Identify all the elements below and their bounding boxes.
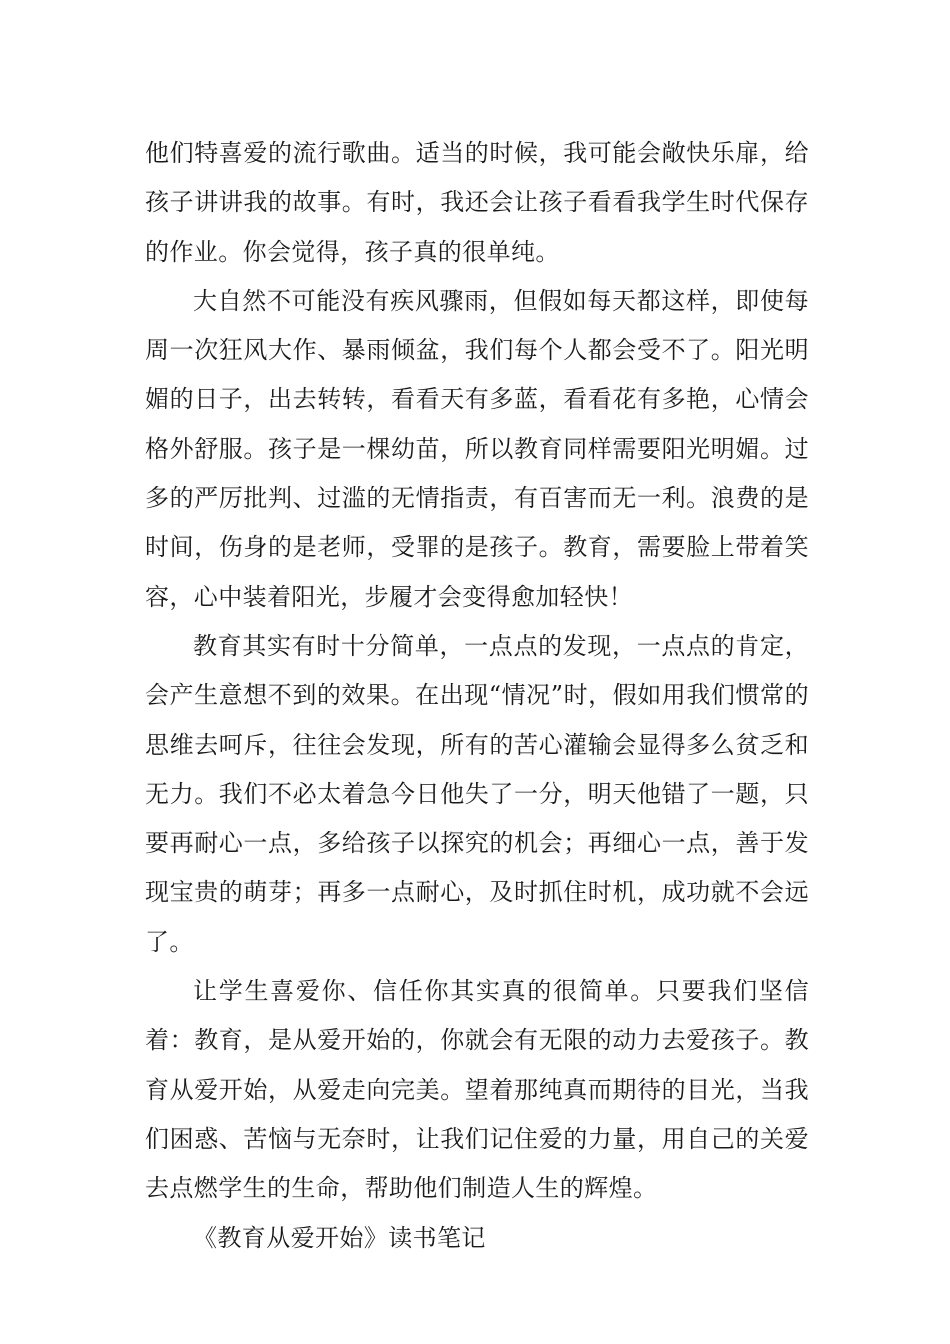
document-body (145, 129, 809, 1263)
paragraph-love: 让学生喜爱你、信任你其实真的很简单。只要我们坚信着：教育，是从爱开始的，你就会有无限的动力去爱孩子。教育从爱开始，从爱走向完美。望着那纯真而期待的目光，当我们困惑、苦恼与无奈时，让我们记住爱的力量，用自己的关爱去点燃学生的生命，帮助他们制造人生的辉煌。 (145, 977, 809, 1203)
section-heading: 《教育从爱开始》读书笔记 (193, 1223, 486, 1252)
paragraph-continuation: 他们特喜爱的流行歌曲。适当的时候，我可能会敞快乐扉，给孩子讲讲我的故事。有时，我还会让孩子看看我学生时代保存的作业。你会觉得，孩子真的很单纯。 (145, 139, 809, 266)
paragraph-nature: 大自然不可能没有疾风骤雨，但假如每天都这样，即使每周一次狂风大作、暴雨倾盆，我们每个人都会受不了。阳光明媚的日子，出去转转，看看天有多蓝，看看花有多艳，心情会格外舒服。孩子是一棵幼苗，所以教育同样需要阳光明媚。过多的严厉批判、过滥的无情指责，有百害而无一利。浪费的是时间，伤身的是老师，受罪的是孩子。教育，需要脸上带着笑容，心中装着阳光，步履才会变得愈加轻快！ (145, 286, 809, 611)
paragraph-simple-education: 教育其实有时十分简单，一点点的发现，一点点的肯定，会产生意想不到的效果。在出现“情况”时，假如用我们惯常的思维去呵斥，往往会发现，所有的苦心灌输会显得多么贫乏和无力。我们不必太着急今日他失了一分，明天他错了一题，只要再耐心一点，多给孩子以探究的机会；再细心一点，善于发现宝贵的萌芽；再多一点耐心，及时抓住时机，成功就不会远了。 (145, 631, 809, 956)
